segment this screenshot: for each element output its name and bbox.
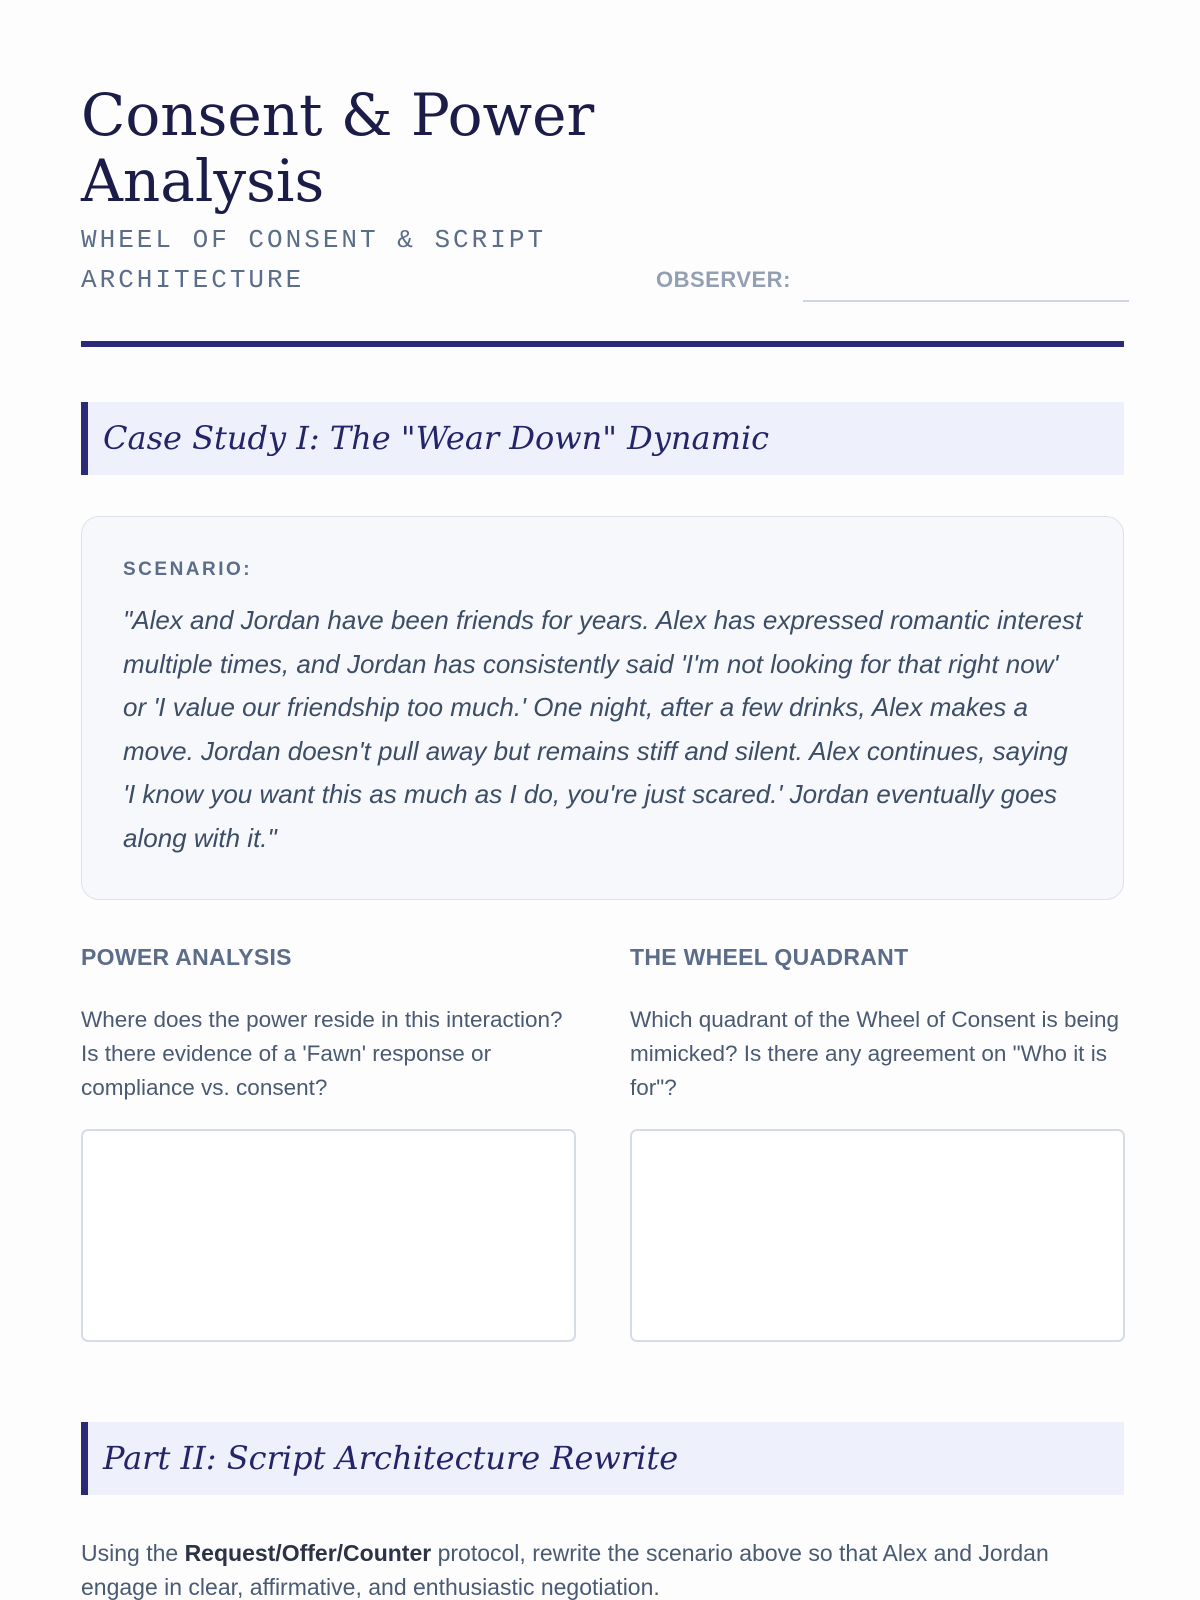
observer-label: OBSERVER: [656,267,791,292]
power-analysis-answer-box[interactable] [81,1129,576,1342]
part-two-heading-text: Part II: Script Architecture Rewrite [103,1439,679,1477]
wheel-quadrant-prompt: Which quadrant of the Wheel of Consent is being mimicked? Is there any agreement on "Who it is for"? [630,1007,1120,1100]
power-analysis-prompt: Where does the power reside in this interaction? Is there evidence of a 'Fawn' response or compliance vs. consent? [81,1007,563,1100]
page-subtitle: WHEEL OF CONSENT & SCRIPT ARCHITECTURE [81,225,547,295]
page-title: Consent & Power Analysis [81,81,595,215]
worksheet-page [81,0,1124,1600]
scenario-text: "Alex and Jordan have been friends for years. Alex has expressed romantic interest multiple times, and Jordan has consistently said 'I'm not looking for that right now' or 'I value our friendship too much.' One night, after a few drinks, Alex makes a move. Jordan doesn't pull away but remains stiff and silent. Alex continues, saying 'I know you want this as much as I do, you're just scared.' Jordan eventually goes along with it." [123,605,1083,853]
header-divider [81,341,1124,347]
observer-field[interactable] [803,298,1129,302]
instruction-text-before: Using the [81,1540,185,1566]
instruction-protocol-name: Request/Offer/Counter [184,1540,432,1566]
part-two-heading [81,1422,1124,1495]
wheel-quadrant-answer-box[interactable] [630,1129,1125,1342]
scenario-label: SCENARIO: [123,559,253,580]
case-study-heading-text: Case Study I: The "Wear Down" Dynamic [103,419,770,457]
scenario-box [81,516,1124,900]
power-analysis-heading: POWER ANALYSIS [81,944,292,970]
wheel-quadrant-heading: THE WHEEL QUADRANT [630,944,909,970]
worksheet-header [81,82,1124,350]
rewrite-instruction [81,1536,1124,1600]
case-study-heading [81,402,1124,475]
instruction-text-after: protocol, rewrite the scenario above so that Alex and Jordan engage in clear, affirmative, and enthusiastic negotiation. [81,1540,1049,1600]
